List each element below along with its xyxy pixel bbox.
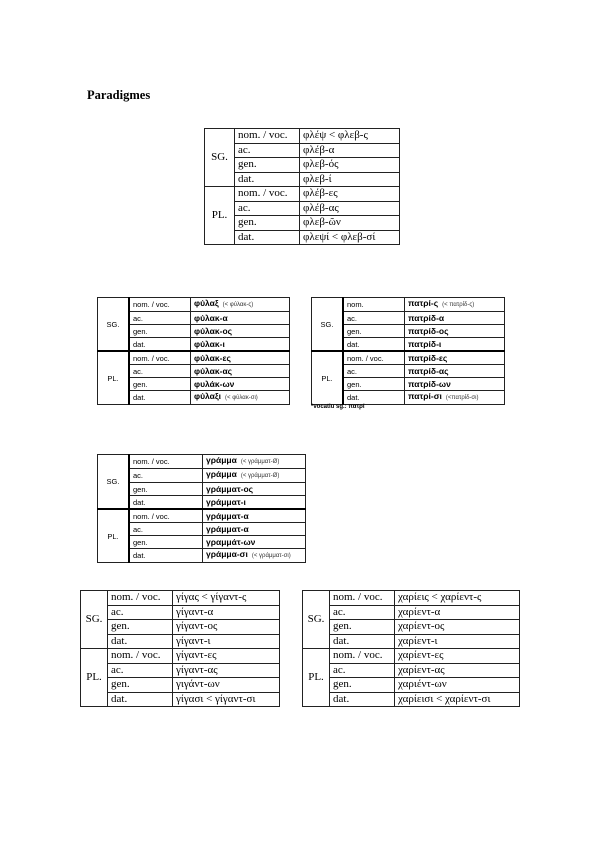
table-row [303, 620, 520, 635]
case-cell: nom. / voc. [343, 351, 405, 365]
form-cell: γράμματ-ος [203, 483, 306, 496]
paradigm-table-gigas [80, 590, 280, 707]
case-cell: dat. [235, 172, 300, 187]
form-cell [191, 298, 290, 312]
form-cell: φλέβ-α [300, 143, 400, 158]
case-cell: ac. [343, 312, 405, 325]
form-text: φύλαξι [194, 391, 222, 401]
table-row [205, 201, 400, 216]
table-row [98, 536, 306, 549]
table-row [81, 678, 280, 693]
form-note: (< γράμματ-σι) [251, 553, 291, 559]
case-cell: gen. [235, 158, 300, 173]
case-cell: gen. [129, 483, 203, 496]
singular-label: SG. [98, 298, 130, 352]
case-cell: nom. / voc. [235, 187, 300, 202]
table-row [303, 663, 520, 678]
table-row [98, 523, 306, 536]
paradigm-table-patris [311, 297, 505, 405]
case-cell: nom. / voc. [330, 591, 395, 606]
vocative-note: *vocatiu sg.: πατρί [311, 404, 365, 410]
case-cell: dat. [235, 230, 300, 245]
case-cell: dat. [330, 634, 395, 649]
form-cell: φλεψί < φλεβ-σί [300, 230, 400, 245]
form-cell: φλεβ-ῶν [300, 216, 400, 231]
form-cell: φυλάκ-ων [191, 378, 290, 391]
table-row [98, 298, 290, 312]
case-cell: dat. [129, 391, 191, 405]
form-cell: χαρίεντ-ες [395, 649, 520, 664]
form-cell: χαρίεισι < χαρίεντ-σι [395, 692, 520, 707]
table-row [98, 483, 306, 496]
table-row [98, 469, 306, 483]
form-cell: φλέβ-ες [300, 187, 400, 202]
table-row [205, 216, 400, 231]
form-note: (< φύλακ-ς) [222, 302, 254, 308]
form-cell: φλέψ < φλεβ-ς [300, 129, 400, 144]
case-cell: dat. [108, 634, 173, 649]
table-row [81, 634, 280, 649]
form-cell: γραμμάτ-ων [203, 536, 306, 549]
form-cell: πατρίδ-ας [405, 365, 505, 378]
paradigm-table-charieis [302, 590, 520, 707]
form-cell: χαριέντ-ων [395, 678, 520, 693]
form-note: (< γράμματ-Ø) [240, 459, 280, 465]
case-cell: nom. / voc. [108, 591, 173, 606]
case-cell: gen. [108, 620, 173, 635]
form-cell: πατρίδ-ος [405, 325, 505, 338]
form-cell [203, 469, 306, 483]
case-cell: ac. [330, 605, 395, 620]
plural-label: PL. [205, 187, 235, 245]
case-cell: nom. / voc. [330, 649, 395, 664]
plural-label: PL. [98, 351, 130, 405]
case-cell: gen. [129, 536, 203, 549]
form-cell: χαρίεντ-ος [395, 620, 520, 635]
case-cell: nom. / voc. [129, 298, 191, 312]
form-cell: γίγαντ-ι [173, 634, 280, 649]
form-text: φύλαξ [194, 298, 219, 308]
paradigm-table-gramma [97, 454, 306, 563]
case-cell: dat. [108, 692, 173, 707]
table-row [98, 509, 306, 523]
form-cell: φλέβ-ας [300, 201, 400, 216]
table-row [98, 496, 306, 510]
form-cell: γίγασι < γίγαντ-σι [173, 692, 280, 707]
form-cell: γράμματ-ι [203, 496, 306, 510]
form-cell: πατρίδ-ι [405, 338, 505, 352]
paradigm-table-phylax [97, 297, 290, 405]
form-cell: γίγαντ-ας [173, 663, 280, 678]
table-row [81, 591, 280, 606]
form-cell: χαρίεντ-ι [395, 634, 520, 649]
singular-label: SG. [81, 591, 108, 649]
case-cell: dat. [343, 338, 405, 352]
page-title: Paradigmes [87, 88, 151, 102]
form-cell: γιγάντ-ων [173, 678, 280, 693]
plural-label: PL. [98, 509, 130, 563]
table-row [303, 678, 520, 693]
form-cell: φύλακ-ι [191, 338, 290, 352]
form-note: (< πατρίδ-ς) [442, 302, 475, 308]
table-row [205, 230, 400, 245]
singular-label: SG. [312, 298, 344, 352]
case-cell: nom. / voc. [108, 649, 173, 664]
case-cell: ac. [129, 365, 191, 378]
case-cell: ac. [108, 605, 173, 620]
case-cell: gen. [235, 216, 300, 231]
case-cell: ac. [129, 312, 191, 325]
case-cell: nom. / voc. [235, 129, 300, 144]
case-cell: gen. [129, 378, 191, 391]
form-cell [405, 391, 505, 405]
form-text: γράμμα [206, 469, 237, 479]
table-row [312, 298, 505, 312]
form-note: (<πατρίδ-σι) [445, 395, 479, 401]
table-row [312, 351, 505, 365]
form-cell: φύλακ-ες [191, 351, 290, 365]
paradigm-table-phleps [204, 128, 400, 245]
form-cell [203, 549, 306, 563]
form-note: (< γράμματ-Ø) [240, 473, 280, 479]
case-cell: ac. [108, 663, 173, 678]
table-row [205, 158, 400, 173]
case-cell: gen. [129, 325, 191, 338]
case-cell: nom. / voc. [129, 509, 203, 523]
table-row [98, 351, 290, 365]
form-cell: χαρίεντ-ας [395, 663, 520, 678]
case-cell: gen. [343, 378, 405, 391]
table-row [303, 591, 520, 606]
case-cell: ac. [235, 201, 300, 216]
table-row [81, 663, 280, 678]
table-row [81, 649, 280, 664]
table-row [303, 692, 520, 707]
table-row [81, 605, 280, 620]
table-row [303, 605, 520, 620]
form-cell: χαρίεις < χαρίεντ-ς [395, 591, 520, 606]
form-cell: φύλακ-α [191, 312, 290, 325]
form-cell: πατρίδ-α [405, 312, 505, 325]
form-cell: γράμματ-α [203, 509, 306, 523]
form-cell: φλεβ-ός [300, 158, 400, 173]
plural-label: PL. [312, 351, 344, 405]
case-cell: gen. [330, 678, 395, 693]
case-cell: gen. [108, 678, 173, 693]
form-text: γράμμα [206, 455, 237, 465]
form-cell: γίγας < γίγαντ-ς [173, 591, 280, 606]
plural-label: PL. [303, 649, 330, 707]
form-cell [405, 298, 505, 312]
form-cell: πατρίδ-ες [405, 351, 505, 365]
table-row [205, 143, 400, 158]
form-text: πατρί-σι [408, 391, 442, 401]
form-cell: πατρίδ-ων [405, 378, 505, 391]
form-text: γράμμα-σι [206, 549, 248, 559]
case-cell: dat. [129, 549, 203, 563]
table-row [81, 620, 280, 635]
table-row [81, 692, 280, 707]
table-row [98, 549, 306, 563]
form-cell: γράμματ-α [203, 523, 306, 536]
case-cell: dat. [343, 391, 405, 405]
form-cell: γίγαντ-ος [173, 620, 280, 635]
table-row [205, 172, 400, 187]
case-cell: gen. [343, 325, 405, 338]
singular-label: SG. [303, 591, 330, 649]
form-cell: φύλακ-ος [191, 325, 290, 338]
form-cell: γίγαντ-ες [173, 649, 280, 664]
form-cell: φλεβ-ί [300, 172, 400, 187]
case-cell: gen. [330, 620, 395, 635]
form-cell [203, 455, 306, 469]
case-cell: ac. [235, 143, 300, 158]
form-cell: φύλακ-ας [191, 365, 290, 378]
table-row [303, 649, 520, 664]
case-cell: dat. [129, 496, 203, 510]
table-row [303, 634, 520, 649]
case-cell: ac. [330, 663, 395, 678]
table-row [98, 455, 306, 469]
form-cell: γίγαντ-α [173, 605, 280, 620]
case-cell: ac. [343, 365, 405, 378]
case-cell: nom. / voc. [129, 455, 203, 469]
case-cell: dat. [129, 338, 191, 352]
singular-label: SG. [98, 455, 130, 510]
case-cell: dat. [330, 692, 395, 707]
form-text: πατρί-ς [408, 298, 439, 308]
case-cell: nom. [343, 298, 405, 312]
case-cell: nom. / voc. [129, 351, 191, 365]
form-cell [191, 391, 290, 405]
form-note: (< φύλακ-σι) [225, 395, 258, 401]
table-row [205, 187, 400, 202]
table-row [205, 129, 400, 144]
case-cell: ac. [129, 469, 203, 483]
form-cell: χαρίεντ-α [395, 605, 520, 620]
case-cell: ac. [129, 523, 203, 536]
plural-label: PL. [81, 649, 108, 707]
singular-label: SG. [205, 129, 235, 187]
